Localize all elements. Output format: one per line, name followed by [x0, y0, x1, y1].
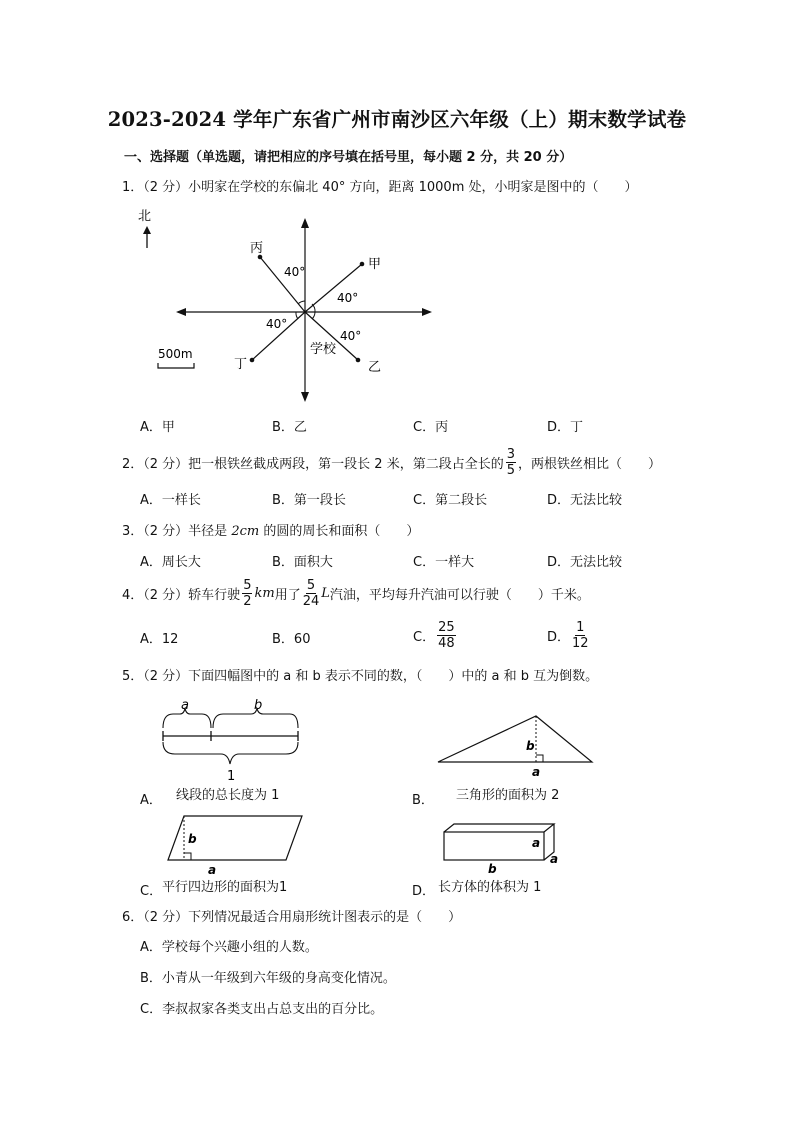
q3-text-pre: 3．（2 分）半径是 — [122, 524, 232, 539]
angle-label-jia: 40° — [337, 291, 359, 305]
point-jia — [360, 262, 365, 267]
q4-f1-denominator: 2 — [243, 594, 252, 609]
north-label: 北 — [138, 209, 152, 224]
q4-text-pre: 4．（2 分）轿车行驶 — [122, 588, 241, 603]
q3-text-post: 的圆的周长和面积（ ） — [259, 524, 420, 539]
q2-option-d[interactable]: D．无法比较 — [547, 493, 623, 508]
q4-option-c-denominator: 48 — [438, 636, 455, 651]
angle-arc-bing — [298, 301, 305, 304]
q3-option-c[interactable]: C．一样大 — [413, 555, 475, 570]
scale-label: 500m — [158, 347, 193, 361]
brace-b — [213, 708, 298, 728]
q6-option-c[interactable]: C．李叔叔家各类支出占总支出的百分比。 — [140, 1002, 384, 1017]
q4-option-d[interactable] — [547, 620, 591, 651]
q5-option-c-caption: 平行四边形的面积为1 — [162, 880, 288, 895]
north-arrowhead — [143, 226, 151, 234]
q5-option-b-caption: 三角形的面积为 2 — [456, 788, 560, 803]
q2-option-b[interactable]: B．第一段长 — [272, 493, 346, 508]
q4-f1-numerator: 5 — [243, 578, 252, 593]
angle-arc-jia — [312, 304, 315, 312]
triangle-shape — [438, 716, 592, 762]
q2-fraction — [506, 447, 516, 478]
fig-d-label-a-width: a — [550, 852, 559, 866]
fig-a-label-b: b — [254, 698, 263, 713]
q2-fraction-denominator: 5 — [506, 463, 515, 478]
q4-text-post: 汽油，平均每升汽油可以行驶（ ）千米。 — [329, 588, 590, 603]
q4-option-c[interactable] — [413, 620, 458, 651]
angle-label-yi: 40° — [340, 329, 362, 343]
q4-option-d-fraction — [572, 620, 589, 651]
section-heading: 一、选择题（单选题，请把相应的序号填在括号里，每小题 2 分，共 20 分） — [124, 150, 573, 165]
q2-fraction-numerator: 3 — [506, 447, 515, 462]
angle-label-ding: 40° — [266, 317, 288, 331]
question-6-text: 6．（2 分）下列情况最适合用扇形统计图表示的是（ ） — [122, 910, 462, 925]
q1-option-c[interactable]: C．丙 — [413, 420, 449, 435]
west-arrowhead — [176, 308, 186, 316]
figure-d-cuboid — [440, 820, 570, 878]
q1-option-a[interactable]: A．甲 — [140, 420, 175, 435]
cuboid-top — [444, 824, 554, 832]
question-3-text — [122, 520, 419, 539]
q4-f2-denominator: 24 — [302, 594, 320, 609]
q4-fraction-fuel — [303, 578, 320, 609]
brace-total — [163, 742, 298, 764]
q3-unit: 2cm — [231, 524, 260, 539]
point-ding — [250, 358, 255, 363]
angle-arc-yi — [312, 312, 315, 319]
q4-option-d-denominator: 12 — [572, 636, 589, 651]
angle-arc-ding — [296, 312, 298, 319]
q4-text-mid: 用了 — [274, 588, 301, 603]
q4-option-d-numerator: 1 — [576, 620, 585, 635]
fig-c-label-a: a — [208, 863, 217, 877]
right-angle-mark-c — [184, 853, 191, 860]
q6-option-a[interactable]: A．学校每个兴趣小组的人数。 — [140, 940, 318, 955]
figure-c-parallelogram — [164, 812, 308, 878]
q4-option-c-label: C． — [413, 630, 436, 645]
q4-option-b[interactable]: B．60 — [272, 632, 311, 647]
q2-text-post: ，两根铁丝相比（ ） — [518, 457, 662, 472]
q4-unit-km: km — [254, 586, 275, 601]
q4-unit-l: L — [321, 586, 330, 601]
fig-b-label-a: a — [532, 765, 541, 779]
school-label: 学校 — [310, 342, 337, 357]
q5-option-b-label[interactable]: B． — [412, 793, 434, 808]
page-title: 2023-2024 学年广东省广州市南沙区六年级（上）期末数学试卷 — [107, 108, 687, 131]
fig-d-label-b: b — [488, 862, 497, 876]
q4-option-a[interactable]: A．12 — [140, 632, 179, 647]
q2-text-pre: 2．（2 分）把一根铁丝截成两段，第一段长 2 米，第二段占全长的 — [122, 457, 504, 472]
q1-option-d[interactable]: D．丁 — [547, 420, 584, 435]
q4-fraction-distance — [242, 578, 252, 609]
q3-option-b[interactable]: B．面积大 — [272, 555, 333, 570]
label-yi: 乙 — [368, 360, 382, 375]
question-2-text — [122, 447, 661, 478]
north-axis-arrowhead — [301, 218, 309, 228]
q3-option-d[interactable]: D．无法比较 — [547, 555, 623, 570]
angle-label-bing: 40° — [284, 265, 306, 279]
q5-option-a-label[interactable]: A． — [140, 793, 162, 808]
right-angle-mark — [536, 755, 543, 762]
q5-option-d-caption: 长方体的体积为 1 — [438, 880, 542, 895]
east-arrowhead — [422, 308, 432, 316]
fig-a-label-a: a — [181, 698, 189, 713]
q1-option-b[interactable]: B．乙 — [272, 420, 307, 435]
question-4-text — [122, 578, 590, 609]
scale-bar — [158, 363, 194, 368]
fig-c-label-b: b — [188, 832, 197, 846]
point-yi — [356, 358, 361, 363]
q5-option-d-label[interactable]: D． — [412, 884, 436, 899]
q2-option-a[interactable]: A．一样长 — [140, 493, 201, 508]
fig-a-label-one: 1 — [227, 769, 236, 784]
q2-option-c[interactable]: C．第二段长 — [413, 493, 488, 508]
label-ding: 丁 — [234, 357, 248, 372]
label-bing: 丙 — [250, 241, 264, 256]
q4-option-c-numerator: 25 — [438, 620, 455, 635]
question-1-text: 1．（2 分）小明家在学校的东偏北 40° 方向，距离 1000m 处，小明家是图中的（ ） — [122, 180, 638, 195]
fig-b-label-b: b — [526, 739, 535, 753]
q5-option-c-label[interactable]: C． — [140, 884, 163, 899]
q4-option-c-fraction — [437, 620, 456, 651]
south-axis-arrowhead — [301, 392, 309, 402]
fig-d-label-a-height: a — [532, 836, 541, 850]
q5-option-a-caption: 线段的总长度为 1 — [176, 788, 280, 803]
figure-a-segment — [155, 694, 315, 789]
q6-option-b[interactable]: B．小青从一年级到六年级的身高变化情况。 — [140, 971, 396, 986]
question-5-text: 5．（2 分）下面四幅图中的 a 和 b 表示不同的数，（ ）中的 a 和 b 互为倒数。 — [122, 669, 599, 684]
label-jia: 甲 — [368, 257, 382, 272]
direction-diagram — [130, 200, 450, 410]
cuboid-front — [444, 832, 544, 860]
q4-option-d-label: D． — [547, 630, 571, 645]
q3-option-a[interactable]: A．周长大 — [140, 555, 201, 570]
q4-f2-numerator: 5 — [306, 578, 316, 593]
figure-b-triangle — [434, 712, 596, 782]
